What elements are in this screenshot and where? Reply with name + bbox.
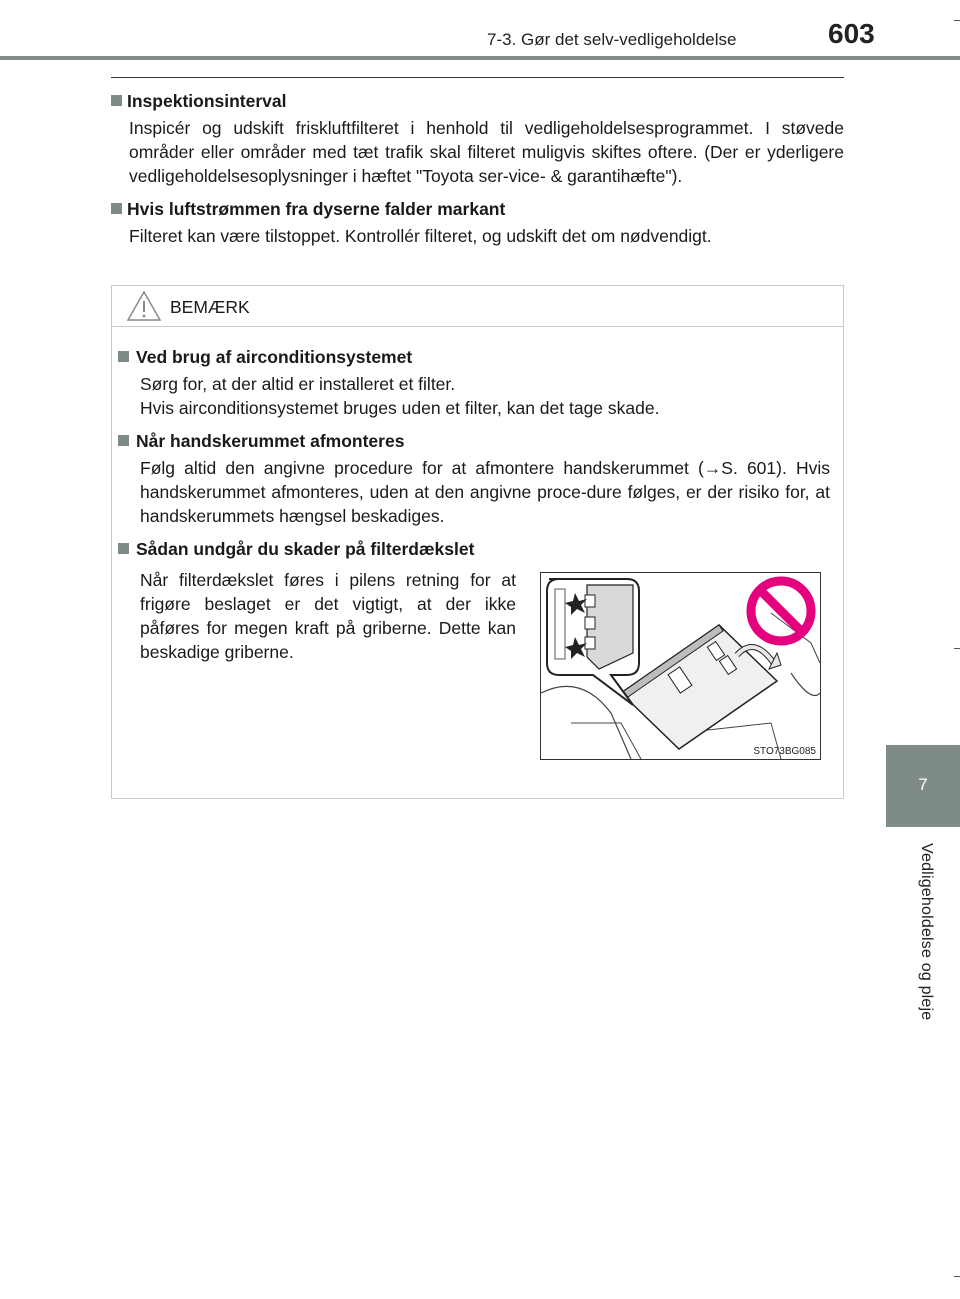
chapter-tab[interactable] [886, 745, 960, 827]
notice-box [111, 285, 844, 799]
warning-triangle-icon [126, 290, 162, 322]
main-content [111, 88, 844, 256]
crop-mark [954, 1276, 960, 1277]
header-bar [0, 56, 960, 60]
notice-item-heading: Sådan undgår du skader på filterdækslet [136, 539, 475, 559]
section-inspection-interval [111, 88, 844, 188]
filter-cover-illustration [540, 572, 821, 760]
notice-item-filter-cover [118, 536, 830, 766]
filter-cover-drawing [541, 573, 820, 759]
notice-item-text: Når filterdækslet føres i pilens retning for at frigøre beslaget er det vigtigt, at der ikke påføres for megen kraft på griberne. Dette kan beskadige griberne. [140, 570, 516, 662]
square-bullet-icon [118, 435, 129, 446]
section-text: Filteret kan være tilstoppet. Kontrollér filteret, og udskift det om nødvendigt. [129, 226, 712, 246]
crop-mark [954, 648, 960, 649]
square-bullet-icon [118, 543, 129, 554]
notice-header [112, 286, 843, 327]
notice-title: BEMÆRK [170, 297, 250, 317]
notice-item-text: Følg altid den angivne procedure for at afmontere handskerummet (→S. 601). Hvis handskerummet afmonteres, uden at den angivne proce-dure følges, er der risiko for, at handskerummets hængsel beskadiges. [140, 458, 830, 526]
notice-item-glovebox [118, 428, 830, 528]
notice-body [118, 344, 830, 774]
notice-item-aircon [118, 344, 830, 420]
square-bullet-icon [111, 95, 122, 106]
illustration-code: STO73BG085 [753, 746, 816, 757]
notice-item-heading: Ved brug af airconditionsystemet [136, 347, 413, 367]
crop-mark [954, 20, 960, 21]
section-title: 7-3. Gør det selv-vedligeholdelse [487, 30, 737, 49]
notice-item-heading: Når handskerummet afmonteres [136, 431, 405, 451]
chapter-label: Vedligeholdelse og pleje [918, 843, 935, 1021]
section-heading: Hvis luftstrømmen fra dyserne falder markant [127, 199, 506, 219]
square-bullet-icon [118, 351, 129, 362]
square-bullet-icon [111, 203, 122, 214]
section-airflow [111, 196, 844, 248]
page-number: 603 [828, 18, 875, 49]
chapter-number: 7 [918, 775, 928, 794]
section-text: Inspicér og udskift friskluftfilteret i henhold til vedligeholdelsesprogrammet. I støvede områder eller områder med tæt trafik skal filteret muligvis skiftes oftere. (Der er yderligere vedligeholdelsesoplysninger i hæftet "Toyota ser-vice- & garantihæfte"). [129, 118, 844, 186]
section-heading: Inspektionsinterval [127, 91, 287, 111]
notice-item-text: Sørg for, at der altid er installeret et filter. Hvis airconditionsystemet bruges uden et filter, kan det tage skade. [140, 374, 660, 418]
top-rule [111, 77, 844, 78]
